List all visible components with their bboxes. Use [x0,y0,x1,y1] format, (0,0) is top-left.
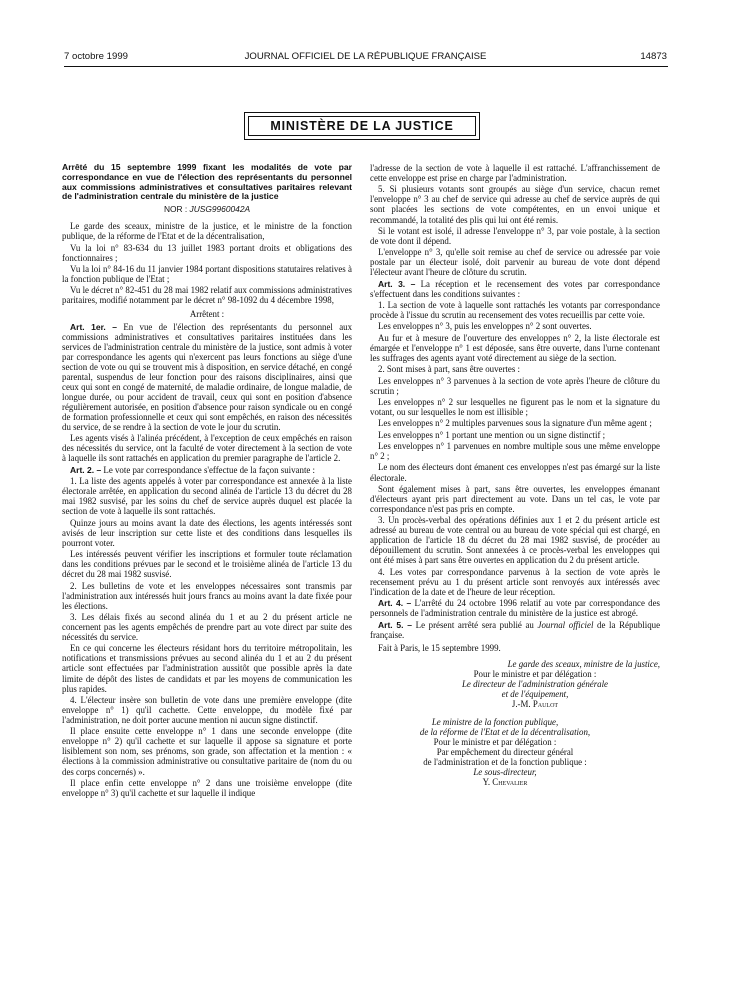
paragraph: Le nom des électeurs dont émanent ces enveloppes n'est pas émargé sur la liste électorale. [370,462,660,483]
decree-title: Arrêté du 15 septembre 1999 fixant les modalités de vote par correspondance en vue de l'élection des représentants du personnel aux commissions administratives et consultatives paritaires relevant de l'administration centrale du ministère de la justice [62,162,352,202]
paragraph: Si le votant est isolé, il adresse l'enveloppe n° 3, par voie postale, à la section de vote dont il dépend. [370,225,660,246]
article-1 [62,322,352,433]
paragraph: 4. Les votes par correspondance parvenus à la section de vote après le recensement prévu au 1 du présent article sont renvoyés aux intéressés avec l'indication de la date et de l'heure de leur réception. [370,566,660,597]
article-5 [370,620,660,640]
nor-label: NOR : [163,204,188,215]
signatory-2-absence-cont: de l'administration et de la fonction publique : [423,757,587,768]
nor-code: JUSG9960042A [189,204,251,215]
paragraph: Les enveloppes n° 2 sur lesquelles ne figurent pas le nom et la signature du votant, ou sur lesquelles le nom est illisible ; [370,397,660,418]
ministry-inner-frame [248,116,476,136]
article-3 [370,279,660,299]
ministry-name: MINISTÈRE DE LA JUSTICE [270,119,454,133]
article-text: La réception et le recensement des votes par correspondance s'effectuent dans les conditions suivantes : [370,278,660,299]
nor-reference [62,204,352,214]
paragraph: Vu la loi n° 83-634 du 13 juillet 1983 portant droits et obligations des fonctionnaires ; [62,242,352,263]
paragraph: Les intéressés peuvent vérifier les inscriptions et formuler toute réclamation dans les conditions prévues par le second et le troisième alinéa de l'article 13 du décret du 28 mai 1982 susvisé. [62,549,352,580]
signatory-2-absence: Par empêchement du directeur général [436,747,574,758]
paragraph: Vu le décret n° 82-451 du 28 mai 1982 relatif aux commissions administratives paritaires, modifié notamment par le décret n° 98-1092 du 4 décembre 1998, [62,285,352,306]
paragraph: l'adresse de la section de vote à laquelle il est rattaché. L'affranchissement de cette enveloppe est prise en charge par l'administration. [370,163,660,184]
signing-place-date: Fait à Paris, le 15 septembre 1999. [378,642,501,653]
signatory-1-name: J.-M. Paulot [511,698,559,709]
paragraph: En ce qui concerne les électeurs résidant hors du territoire métropolitain, les notifications et transmissions prévues au second alinéa du 1 et au 2 du présent article sont effectuées par l'administration aussitôt que possible après la date limite de dépôt des listes de candidats et par les moyens de communication les plus rapides. [62,643,352,694]
article-label: Art. 3. – [378,278,416,289]
paragraph: 1. La liste des agents appelés à voter par correspondance est annexée à la liste électorale arrêtée, en application du second alinéa de l'article 13 du décret du 28 mai 1982 susvisé, par les soins du chef de service auprès duquel est placée la section de vote à laquelle ils sont rattachés. [62,476,352,517]
paragraph: Au fur et à mesure de l'ouverture des enveloppes n° 2, la liste électorale est émargée et l'enveloppe n° 1 est déposée, sans être ouverte, dans l'urne contenant les suffrages des agents ayant voté directement au siège de la section. [370,332,660,363]
paragraph: Les enveloppes n° 1 portant une mention ou un signe distinctif ; [378,429,606,440]
header-journal-title: JOURNAL OFFICIEL DE LA RÉPUBLIQUE FRANÇAISE [244,51,487,62]
paragraph: Sont également mises à part, sans être ouvertes, les enveloppes émanant d'électeurs ayant pris part directement au vote. Dans un tel cas, le vote par correspondance n'est pas pris en compte. [370,483,660,514]
journal-reference: Journal officiel [537,619,594,630]
article-4 [370,598,660,618]
header-rule [64,66,668,67]
paragraph: Quinze jours au moins avant la date des élections, les agents intéressés sont avisés de leur inscription sur cette liste et des conditions dans lesquelles ils pourront voter. [62,517,352,548]
article-label: Art. 1er. – [70,321,117,332]
article-label: Art. 2. – [70,464,102,475]
paragraph: 3. Un procès-verbal des opérations définies aux 1 et 2 du présent article est adressé au bureau de vote central ou au bureau de vote spécial qui est chargé, en application de l'article 18 du décret du 28 mai 1982 susvisé, de procéder au dépouillement du scrutin. Sont annexées à ce procès-verbal les enveloppes qui ont été mises à part sans être ouvertes en application du 2 du présent article. [370,515,660,566]
signatory-1-delegation: Pour le ministre et par délégation : [473,668,597,679]
right-column [370,163,660,787]
left-column [62,163,352,799]
paragraph: 1. La section de vote à laquelle sont rattachés les votants par correspondance procède à l'issue du scrutin au recensement des votes recueillis par cette voie. [370,300,660,321]
article-text: L'arrêté du 24 octobre 1996 relatif au vote par correspondance des personnels de l'administration centrale du ministère de la justice est abrogé. [370,598,660,619]
paragraph: 5. Si plusieurs votants sont groupés au siège d'un service, chacun remet l'enveloppe n° 3 au chef de service qui adresse au chef de service auprès de qui sont placées les sections de vote compétentes, en un envoi unique et recommandé, la totalité des plis qui lui ont été remis. [370,184,660,225]
paragraph: Les enveloppes n° 3 parvenues à la section de vote après l'heure de clôture du scrutin ; [370,375,660,396]
arretent-heading: Arrêtent : [189,308,225,319]
paragraph: Les enveloppes n° 2 multiples parvenues sous la signature d'un même agent ; [378,418,652,429]
signatory-1-role-cont: et de l'équipement, [501,688,569,699]
paragraph: 4. L'électeur insère son bulletin de vote dans une première enveloppe (dite enveloppe n° 1) qu'il cachette. Cette enveloppe, du modèle fixé par l'administration, ne doit porter aucune mention ni aucun signe distinctif. [62,694,352,725]
paragraph: Les enveloppes n° 1 parvenues en nombre multiple sous une même enveloppe n° 2 ; [370,441,660,462]
article-label: Art. 5. – [378,619,413,630]
signatory-2-title: Le ministre de la fonction publique, [431,717,559,728]
article-label: Art. 4. – [378,598,412,609]
article-text: de la République française. [370,619,661,640]
paragraph: 2. Les bulletins de vote et les enveloppes nécessaires sont transmis par l'administration aux intéressés huit jours francs au moins avant la date fixée pour les élections. [62,580,352,611]
paragraph: 3. Les délais fixés au second alinéa du 1 et au 2 du présent article ne concernent pas les agents empêchés de prendre part au vote direct par suite des nécessités du service. [62,611,352,643]
header-date: 7 octobre 1999 [64,51,129,62]
paragraph: Vu la loi n° 84-16 du 11 janvier 1984 portant dispositions statutaires relatives à la fonction publique de l'Etat ; [62,264,352,285]
article-2 [62,465,352,475]
paragraph: Le garde des sceaux, ministre de la justice, et le ministre de la fonction publique, de la réforme de l'Etat et de la décentralisation, [62,221,352,242]
paragraph: Les agents visés à l'alinéa précédent, à l'exception de ceux empêchés en raison des nécessités du service, ont la faculté de voter directement à la section de vote à laquelle ils sont rattachés en application du premier paragraphe de l'article 2. [62,433,352,464]
header-page-number: 14873 [640,51,667,62]
signatory-1-role: Le directeur de l'administration générale [461,678,608,689]
article-text: Le vote par correspondance s'effectue de la façon suivante : [103,464,316,475]
signatory-2-name: Y. Chevalier [482,777,528,788]
ministry-box [244,112,480,140]
signatory-2-delegation: Pour le ministre et par délégation : [433,737,557,748]
paragraph: Les enveloppes n° 3, puis les enveloppes n° 2 sont ouvertes. [378,321,592,332]
signatory-2-role: Le sous-directeur, [473,767,537,778]
article-text: En vue de l'élection des représentants du personnel aux commissions administratives et consultatives paritaires instituées dans les services de l'administration centrale du ministère de la justice, sont admis à voter par correspondance les agents qui n'exercent pas leurs fonctions au siège d'une section de vote ou qui se trouvent mis à disposition, en service détaché, en congé parental, suspendus de leur fonction pour des raisons disciplinaires, ainsi que ceux qui sont en congé de maternité, de maladie ordinaire, de longue maladie, de longue durée, ou pour accident de travail, ceux qui sont en position d'absence régulièrement autorisée, en position d'absence pour raison syndicale ou en congé de formation professionnelle et ceux qui sont empêchés, en raison des nécessités du service, de se rendre à la section de vote le jour du scrutin. [62,321,353,433]
paragraph: Il place ensuite cette enveloppe n° 1 dans une seconde enveloppe (dite enveloppe n° 2) qu'il cachette et sur laquelle il appose sa signature et porte lisiblement son nom, ses prénoms, son grade, son affectation et la mention : « élections à la commission administrative ou consultative paritaire de (nom du ou des corps concernés) ». [62,726,352,777]
paragraph: L'enveloppe n° 3, qu'elle soit remise au chef de service ou adressée par voie postale par un électeur isolé, doit parvenir au bureau de vote dont dépend l'électeur avant l'heure de clôture du scrutin. [370,247,660,278]
article-text: Le présent arrêté sera publié au [415,619,534,630]
paragraph: 2. Sont mises à part, sans être ouvertes : [378,364,520,375]
paragraph: Il place enfin cette enveloppe n° 2 dans une troisième enveloppe (dite enveloppe n° 3) qu'il cachette et sur laquelle il indique [62,777,352,798]
signatory-1-title: Le garde des sceaux, ministre de la justice, [507,658,660,669]
signatory-2-title-cont: de la réforme de l'Etat et de la décentralisation, [419,727,591,738]
